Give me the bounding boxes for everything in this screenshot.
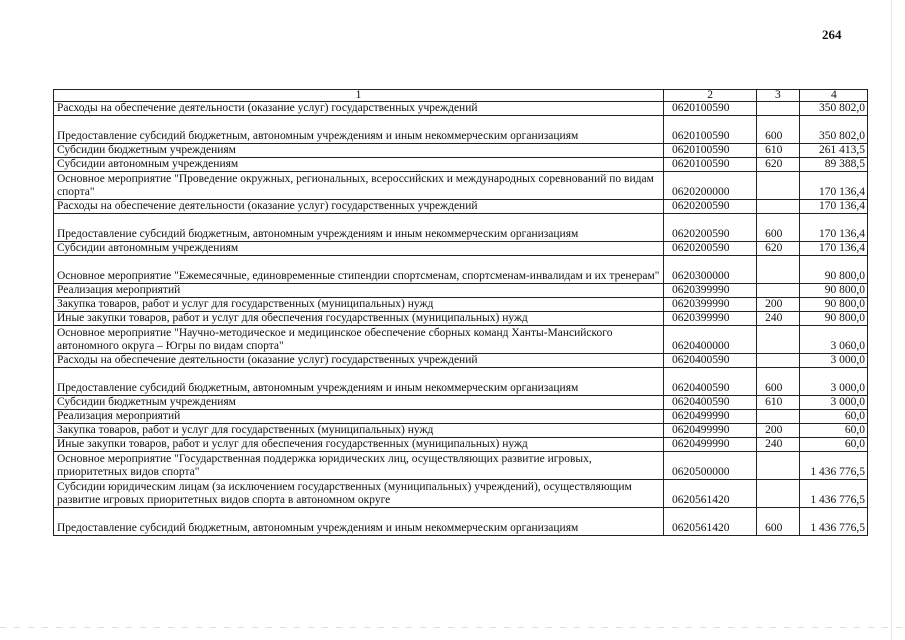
header-cell-2: 2 [663, 90, 756, 102]
table-row [54, 256, 868, 284]
table-row [54, 144, 868, 158]
row-name-cell: Основное мероприятие "Научно-методическое и медицинское обеспечение сборных команд Ханты-Мансийского автономного округа – Югры по видам спорта" [54, 326, 664, 354]
row-type-cell: 600 [757, 368, 799, 396]
row-type-cell [757, 354, 799, 368]
row-code-cell: 0620499990 [663, 410, 756, 424]
table-row [54, 312, 868, 326]
table-row [54, 438, 868, 452]
row-amount-cell: 60,0 [799, 410, 867, 424]
row-name-cell: Закупка товаров, работ и услуг для государственных (муниципальных) нужд [54, 424, 664, 438]
row-type-cell: 620 [757, 242, 799, 256]
row-code-cell: 0620500000 [663, 452, 756, 480]
row-amount-cell: 3 060,0 [799, 326, 867, 354]
row-type-cell [757, 102, 799, 116]
table-row [54, 508, 868, 536]
row-code-cell: 0620100590 [663, 158, 756, 172]
row-code-cell: 0620200590 [663, 214, 756, 242]
row-amount-cell: 90 800,0 [799, 312, 867, 326]
row-name-cell: Расходы на обеспечение деятельности (оказание услуг) государственных учреждений [54, 102, 664, 116]
row-amount-cell: 1 436 776,5 [799, 480, 867, 508]
row-name-cell: Иные закупки товаров, работ и услуг для обеспечения государственных (муниципальных) нужд [54, 312, 664, 326]
row-amount-cell: 170 136,4 [799, 172, 867, 200]
row-amount-cell: 1 436 776,5 [799, 452, 867, 480]
row-type-cell [757, 256, 799, 284]
table-body [54, 102, 868, 536]
table-row [54, 298, 868, 312]
row-name-cell: Предоставление субсидий бюджетным, автономным учреждениям и иным некоммерческим организациям [54, 214, 664, 242]
row-code-cell: 0620400590 [663, 396, 756, 410]
row-type-cell: 200 [757, 424, 799, 438]
row-name-cell: Основное мероприятие "Проведение окружных, региональных, всероссийских и международных соревнований по видам спорта" [54, 172, 664, 200]
row-amount-cell: 3 000,0 [799, 396, 867, 410]
row-name-cell: Расходы на обеспечение деятельности (оказание услуг) государственных учреждений [54, 200, 664, 214]
row-amount-cell: 89 388,5 [799, 158, 867, 172]
row-type-cell: 610 [757, 144, 799, 158]
row-name-cell: Предоставление субсидий бюджетным, автономным учреждениям и иным некоммерческим организациям [54, 508, 664, 536]
row-code-cell: 0620200590 [663, 200, 756, 214]
table-row [54, 396, 868, 410]
row-type-cell: 600 [757, 214, 799, 242]
row-amount-cell: 170 136,4 [799, 214, 867, 242]
row-type-cell [757, 452, 799, 480]
row-code-cell: 0620499990 [663, 424, 756, 438]
row-type-cell: 600 [757, 116, 799, 144]
table-row [54, 214, 868, 242]
row-type-cell: 620 [757, 158, 799, 172]
row-amount-cell: 350 802,0 [799, 116, 867, 144]
row-code-cell: 0620200000 [663, 172, 756, 200]
row-amount-cell: 90 800,0 [799, 298, 867, 312]
row-name-cell: Основное мероприятие "Ежемесячные, единовременные стипендии спортсменам, спортсменам-инвалидам и их тренерам" [54, 256, 664, 284]
row-name-cell: Субсидии бюджетным учреждениям [54, 396, 664, 410]
row-code-cell: 0620561420 [663, 508, 756, 536]
table-row [54, 242, 868, 256]
row-amount-cell: 261 413,5 [799, 144, 867, 158]
row-code-cell: 0620300000 [663, 256, 756, 284]
header-cell-1: 1 [54, 90, 664, 102]
row-amount-cell: 60,0 [799, 424, 867, 438]
table-row [54, 116, 868, 144]
table-row [54, 158, 868, 172]
row-type-cell [757, 326, 799, 354]
table-row [54, 284, 868, 298]
row-code-cell: 0620100590 [663, 116, 756, 144]
table-row [54, 102, 868, 116]
row-amount-cell: 90 800,0 [799, 284, 867, 298]
row-name-cell: Предоставление субсидий бюджетным, автономным учреждениям и иным некоммерческим организациям [54, 368, 664, 396]
row-code-cell: 0620100590 [663, 144, 756, 158]
row-type-cell: 610 [757, 396, 799, 410]
table-row [54, 424, 868, 438]
budget-table [53, 89, 868, 536]
table-row [54, 480, 868, 508]
scan-artifact-line [0, 627, 905, 628]
header-cell-3: 3 [757, 90, 799, 102]
row-amount-cell: 1 436 776,5 [799, 508, 867, 536]
row-amount-cell: 60,0 [799, 438, 867, 452]
row-code-cell: 0620561420 [663, 480, 756, 508]
row-type-cell [757, 172, 799, 200]
row-name-cell: Закупка товаров, работ и услуг для государственных (муниципальных) нужд [54, 298, 664, 312]
row-code-cell: 0620499990 [663, 438, 756, 452]
row-name-cell: Субсидии бюджетным учреждениям [54, 144, 664, 158]
table-row [54, 326, 868, 354]
row-type-cell: 240 [757, 312, 799, 326]
row-type-cell [757, 200, 799, 214]
header-cell-4: 4 [799, 90, 867, 102]
row-type-cell [757, 480, 799, 508]
row-name-cell: Реализация мероприятий [54, 410, 664, 424]
row-amount-cell: 350 802,0 [799, 102, 867, 116]
table-row [54, 452, 868, 480]
row-code-cell: 0620399990 [663, 284, 756, 298]
row-amount-cell: 170 136,4 [799, 242, 867, 256]
row-name-cell: Основное мероприятие "Государственная поддержка юридических лиц, осуществляющих развитие игровых, приоритетных видов спорта" [54, 452, 664, 480]
row-code-cell: 0620399990 [663, 312, 756, 326]
row-name-cell: Предоставление субсидий бюджетным, автономным учреждениям и иным некоммерческим организациям [54, 116, 664, 144]
row-amount-cell: 170 136,4 [799, 200, 867, 214]
row-name-cell: Реализация мероприятий [54, 284, 664, 298]
row-name-cell: Субсидии юридическим лицам (за исключением государственных (муниципальных) учреждений), осуществляющим развитие игровых приоритетных видов спорта в автономном округе [54, 480, 664, 508]
row-amount-cell: 90 800,0 [799, 256, 867, 284]
row-type-cell [757, 284, 799, 298]
row-code-cell: 0620100590 [663, 102, 756, 116]
row-type-cell [757, 410, 799, 424]
table-header-row [54, 90, 868, 102]
table-row [54, 410, 868, 424]
table-row [54, 172, 868, 200]
row-code-cell: 0620400590 [663, 368, 756, 396]
row-name-cell: Иные закупки товаров, работ и услуг для обеспечения государственных (муниципальных) нужд [54, 438, 664, 452]
row-code-cell: 0620399990 [663, 298, 756, 312]
row-amount-cell: 3 000,0 [799, 368, 867, 396]
row-code-cell: 0620400590 [663, 354, 756, 368]
row-type-cell: 600 [757, 508, 799, 536]
table-row [54, 354, 868, 368]
row-name-cell: Субсидии автономным учреждениям [54, 242, 664, 256]
row-name-cell: Субсидии автономным учреждениям [54, 158, 664, 172]
page-number: 264 [822, 27, 842, 42]
row-code-cell: 0620200590 [663, 242, 756, 256]
row-type-cell: 200 [757, 298, 799, 312]
scan-artifact-edge [891, 0, 892, 640]
row-type-cell: 240 [757, 438, 799, 452]
table-row [54, 368, 868, 396]
row-name-cell: Расходы на обеспечение деятельности (оказание услуг) государственных учреждений [54, 354, 664, 368]
row-code-cell: 0620400000 [663, 326, 756, 354]
row-amount-cell: 3 000,0 [799, 354, 867, 368]
table-row [54, 200, 868, 214]
